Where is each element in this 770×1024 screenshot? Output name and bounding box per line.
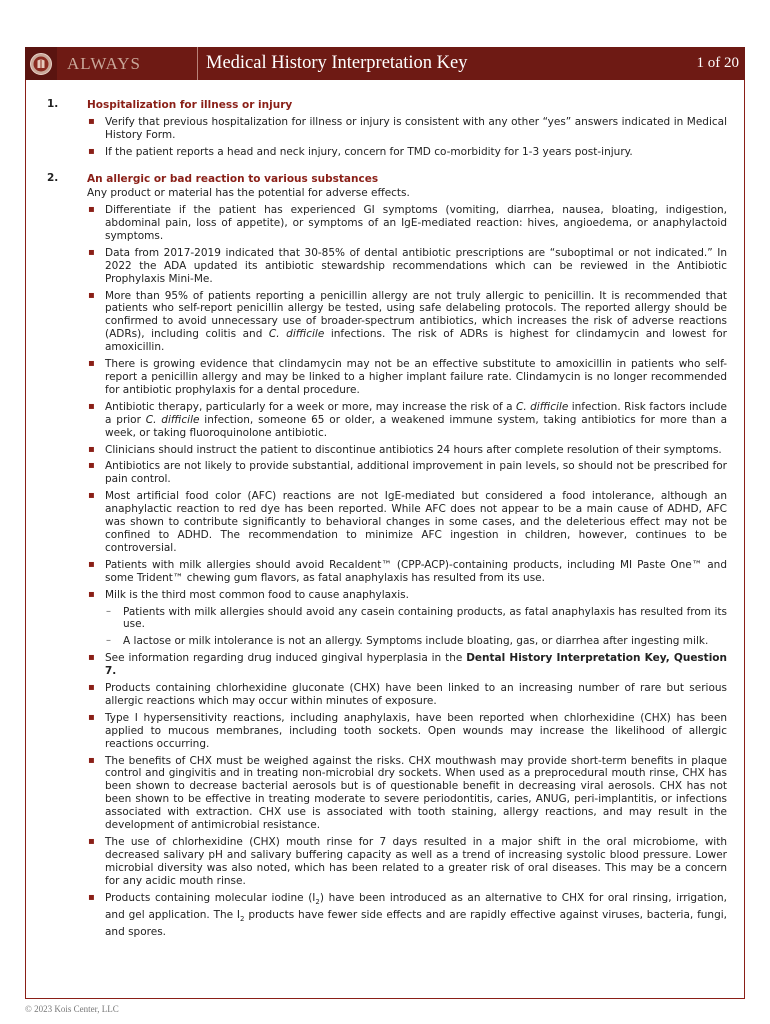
bullet-list <box>87 116 727 159</box>
bullet-item: ▪ Data from 2017-2019 indicated that 30-85% of dental antibiotic prescriptions are “suboptimal or not indicated.” In 2022 the ADA updated its antibiotic stewardship recommendations which can be reviewed in the Antibiotic Prophylaxis Mini-Me. <box>87 247 727 286</box>
logo-seal-icon <box>29 52 53 76</box>
copyright-footer: © 2023 Kois Center, LLC <box>25 1004 119 1014</box>
page-number: 1 of 20 <box>696 55 739 71</box>
bullet-item: ▪ More than 95% of patients reporting a penicillin allergy are not truly allergic to penicillin. It is recommended that patients who self-report penicillin allergy be tested, using safe delabeling protocols. The reported allergy should be confirmed to avoid unnecessary use of broader-spectrum antibiotics, which increases the risk of adverse reactions (ADRs), including colitis and C. difficile infections. The risk of ADRs is highest for clindamycin and lowest for amoxicillin. <box>87 290 727 355</box>
section-title: Hospitalization for illness or injury <box>87 99 293 111</box>
sub-bullet-item: – Patients with milk allergies should avoid any casein containing products, as fatal anaphylaxis has resulted from its use. <box>87 606 727 632</box>
section-number: 1. <box>47 98 59 110</box>
kois-logo <box>25 47 57 80</box>
bullet-item: ▪ If the patient reports a head and neck injury, concern for TMD co-morbidity for 1-3 years post-injury. <box>87 146 727 159</box>
bullet-item: ▪ Verify that previous hospitalization for illness or injury is consistent with any other “yes” answers indicated in Medical History Form. <box>87 116 727 142</box>
header-bar <box>25 47 745 80</box>
cross-reference: Dental History Interpretation Key, Question 7. <box>105 652 727 678</box>
section-number: 2. <box>47 171 59 184</box>
bullet-item: ▪ Differentiate if the patient has experienced GI symptoms (vomiting, diarrhea, nausea, bloating, indigestion, abdominal pain, loss of appetite), or symptoms of an IgE-mediated reaction: hives, angioedema, or anaphylactoid symptoms. <box>87 204 727 243</box>
section-1 <box>41 98 727 159</box>
bullet-item: ▪ There is growing evidence that clindamycin may not be an effective substitute to amoxicillin in patients who self-report a penicillin allergy and may be linked to a higher implant failure rate. Clindamycin is no longer recommended for antibiotic prophylaxis for a dental procedure. <box>87 358 727 397</box>
document-body <box>41 98 727 952</box>
bullet-item: ▪ Products containing chlorhexidine gluconate (CHX) have been linked to an increasing number of rare but serious allergic reactions which may occur within minutes of exposure. <box>87 682 727 708</box>
bullet-item: ▪ See information regarding drug induced gingival hyperplasia in the Dental History Interpretation Key, Question 7. <box>87 652 727 678</box>
section-2 <box>41 172 727 939</box>
bullet-list <box>87 204 727 938</box>
bullet-item: ▪ Clinicians should instruct the patient to discontinue antibiotics 24 hours after complete resolution of their symptoms. <box>87 444 727 457</box>
bullet-item: ▪ Most artificial food color (AFC) reactions are not IgE-mediated but considered a food intolerance, although an anaphylactic reaction to red dye has been reported. While AFC does not appear to be a main cause of ADHD, AFC was shown to contribute significantly to behavioral changes in some cases, and the deleterious effect may not be confined to ADHD. The recommendation to minimize AFC ingestion in children, however, continues to be controversial. <box>87 490 727 555</box>
bullet-item: ▪ Antibiotic therapy, particularly for a week or more, may increase the risk of a C. difficile infection. Risk factors include a prior C. difficile infection, someone 65 or older, a weakened immune system, taking antibiotics for more than a week, or taking fluoroquinolone antibiotic. <box>87 401 727 440</box>
section-intro: Any product or material has the potential for adverse effects. <box>87 186 410 199</box>
bullet-item: ▪ Products containing molecular iodine $(I_2)$ have been introduced as an alternative to CHX for oral rinsing, irrigation, and gel application. The $I_2$ products have fewer side effects and are rapidly effective against viruses, bacteria, fungi, and spores. <box>87 892 727 939</box>
bullet-item: ▪ Patients with milk allergies should avoid Recaldent™ (CPP-ACP)-containing products, including MI Paste One™ and some Trident™ chewing gum flavors, as fatal anaphylaxis has resulted from its use. <box>87 559 727 585</box>
sub-bullet-item: – A lactose or milk intolerance is not an allergy. Symptoms include bloating, gas, or diarrhea after ingesting milk. <box>87 635 727 648</box>
bullet-item: ▪ Antibiotics are not likely to provide substantial, additional improvement in pain levels, so should not be prescribed for pain control. <box>87 460 727 486</box>
bullet-item: ▪ Milk is the third most common food to cause anaphylaxis. <box>87 589 727 602</box>
brand-always: ALWAYS <box>57 47 197 80</box>
page-title: Medical History Interpretation Key <box>206 53 468 73</box>
bullet-item: ▪ The use of chlorhexidine (CHX) mouth rinse for 7 days resulted in a major shift in the oral microbiome, with decreased salivary pH and salivary buffering capacity as well as a trend of increasing systolic blood pressure. Lower microbial diversity was also noted, which has been related to a greater risk of oral diseases. This may be a concern for any acidic mouth rinse. <box>87 836 727 888</box>
bullet-item: ▪ Type I hypersensitivity reactions, including anaphylaxis, have been reported when chlorhexidine (CHX) has been applied to mucous membranes, including tooth sockets. Open wounds may increase the likelihood of allergic reactions occurring. <box>87 712 727 751</box>
bullet-item: ▪ The benefits of CHX must be weighed against the risks. CHX mouthwash may provide short-term benefits in plaque control and gingivitis and in treating non-microbial dry sockets. When used as a preprocedural mouth rinse, CHX has been shown to decrease bacterial aerosols but is of questionable benefit in decreasing viral aerosols. CHX has not been shown to be effective in treating moderate to severe periodontitis, caries, ANUG, peri-implantitis, or infections associated with extraction. CHX use is associated with tooth staining, allergy reactions, and may result in the development of antimicrobial resistance. <box>87 755 727 832</box>
section-title: An allergic or bad reaction to various substances <box>87 172 379 185</box>
